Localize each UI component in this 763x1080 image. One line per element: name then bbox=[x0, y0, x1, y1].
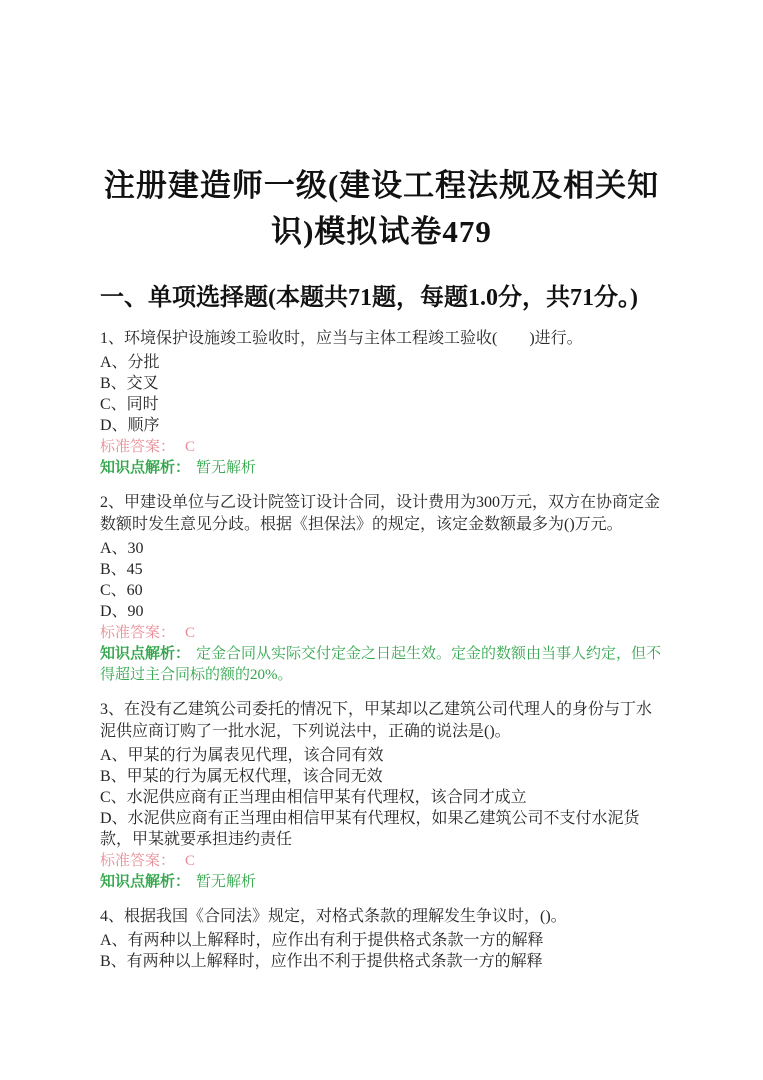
standard-answer-line bbox=[100, 437, 663, 458]
answer-value: C bbox=[185, 853, 196, 869]
option-a: A、有两种以上解释时，应作出有利于提供格式条款一方的解释 bbox=[100, 932, 544, 949]
answer-value: C bbox=[185, 625, 196, 641]
analysis-text: 暂无解析 bbox=[196, 460, 257, 476]
option-list bbox=[100, 745, 663, 850]
option-list bbox=[100, 930, 663, 972]
answer-label: 标准答案： bbox=[100, 853, 176, 869]
question-stem: 2、甲建设单位与乙设计院签订设计合同，设计费用为300万元，双方在协商定金数额时发生意见分歧。根据《担保法》的规定，该定金数额最多为()万元。 bbox=[100, 494, 661, 533]
option-c: C、水泥供应商有正当理由相信甲某有代理权，该合同才成立 bbox=[100, 789, 527, 806]
question-1 bbox=[100, 328, 663, 479]
option-c: C、同时 bbox=[100, 396, 159, 413]
analysis-text: 暂无解析 bbox=[196, 874, 257, 890]
standard-answer-line bbox=[100, 623, 663, 644]
option-a: A、30 bbox=[100, 540, 144, 557]
standard-answer-line bbox=[100, 851, 663, 872]
option-d: D、90 bbox=[100, 603, 144, 620]
question-list bbox=[100, 328, 663, 972]
analysis-label: 知识点解析： bbox=[100, 646, 191, 662]
analysis-line bbox=[100, 644, 663, 686]
question-3 bbox=[100, 699, 663, 893]
option-b: B、交叉 bbox=[100, 375, 159, 392]
answer-label: 标准答案： bbox=[100, 439, 176, 455]
question-stem: 1、环境保护设施竣工验收时，应当与主体工程竣工验收( )进行。 bbox=[100, 330, 583, 347]
option-d: D、水泥供应商有正当理由相信甲某有代理权，如果乙建筑公司不支付水泥货款，甲某就要承担违约责任 bbox=[100, 810, 640, 848]
analysis-label: 知识点解析： bbox=[100, 460, 191, 476]
question-stem: 3、在没有乙建筑公司委托的情况下，甲某却以乙建筑公司代理人的身份与丁水泥供应商订购了一批水泥，下列说法中，正确的说法是()。 bbox=[100, 701, 653, 740]
analysis-text: 定金合同从实际交付定金之日起生效。定金的数额由当事人约定，但不得超过主合同标的额的20%。 bbox=[100, 646, 662, 683]
answer-label: 标准答案： bbox=[100, 625, 176, 641]
option-a: A、分批 bbox=[100, 354, 160, 371]
option-a: A、甲某的行为属表见代理，该合同有效 bbox=[100, 747, 384, 764]
option-list bbox=[100, 352, 663, 436]
option-d: D、顺序 bbox=[100, 417, 160, 434]
option-b: B、甲某的行为属无权代理，该合同无效 bbox=[100, 768, 383, 785]
answer-value: C bbox=[185, 439, 196, 455]
analysis-line bbox=[100, 872, 663, 893]
analysis-label: 知识点解析： bbox=[100, 874, 191, 890]
question-2 bbox=[100, 492, 663, 686]
option-list bbox=[100, 538, 663, 622]
question-4 bbox=[100, 906, 663, 972]
page-title: 注册建造师一级(建设工程法规及相关知识)模拟试卷479 bbox=[103, 168, 660, 249]
option-b: B、有两种以上解释时，应作出不利于提供格式条款一方的解释 bbox=[100, 953, 543, 970]
question-stem: 4、根据我国《合同法》规定，对格式条款的理解发生争议时，()。 bbox=[100, 908, 567, 925]
analysis-line bbox=[100, 458, 663, 479]
option-c: C、60 bbox=[100, 582, 143, 599]
section-heading: 一、单项选择题(本题共71题，每题1.0分，共71分。) bbox=[100, 285, 638, 311]
option-b: B、45 bbox=[100, 561, 143, 578]
